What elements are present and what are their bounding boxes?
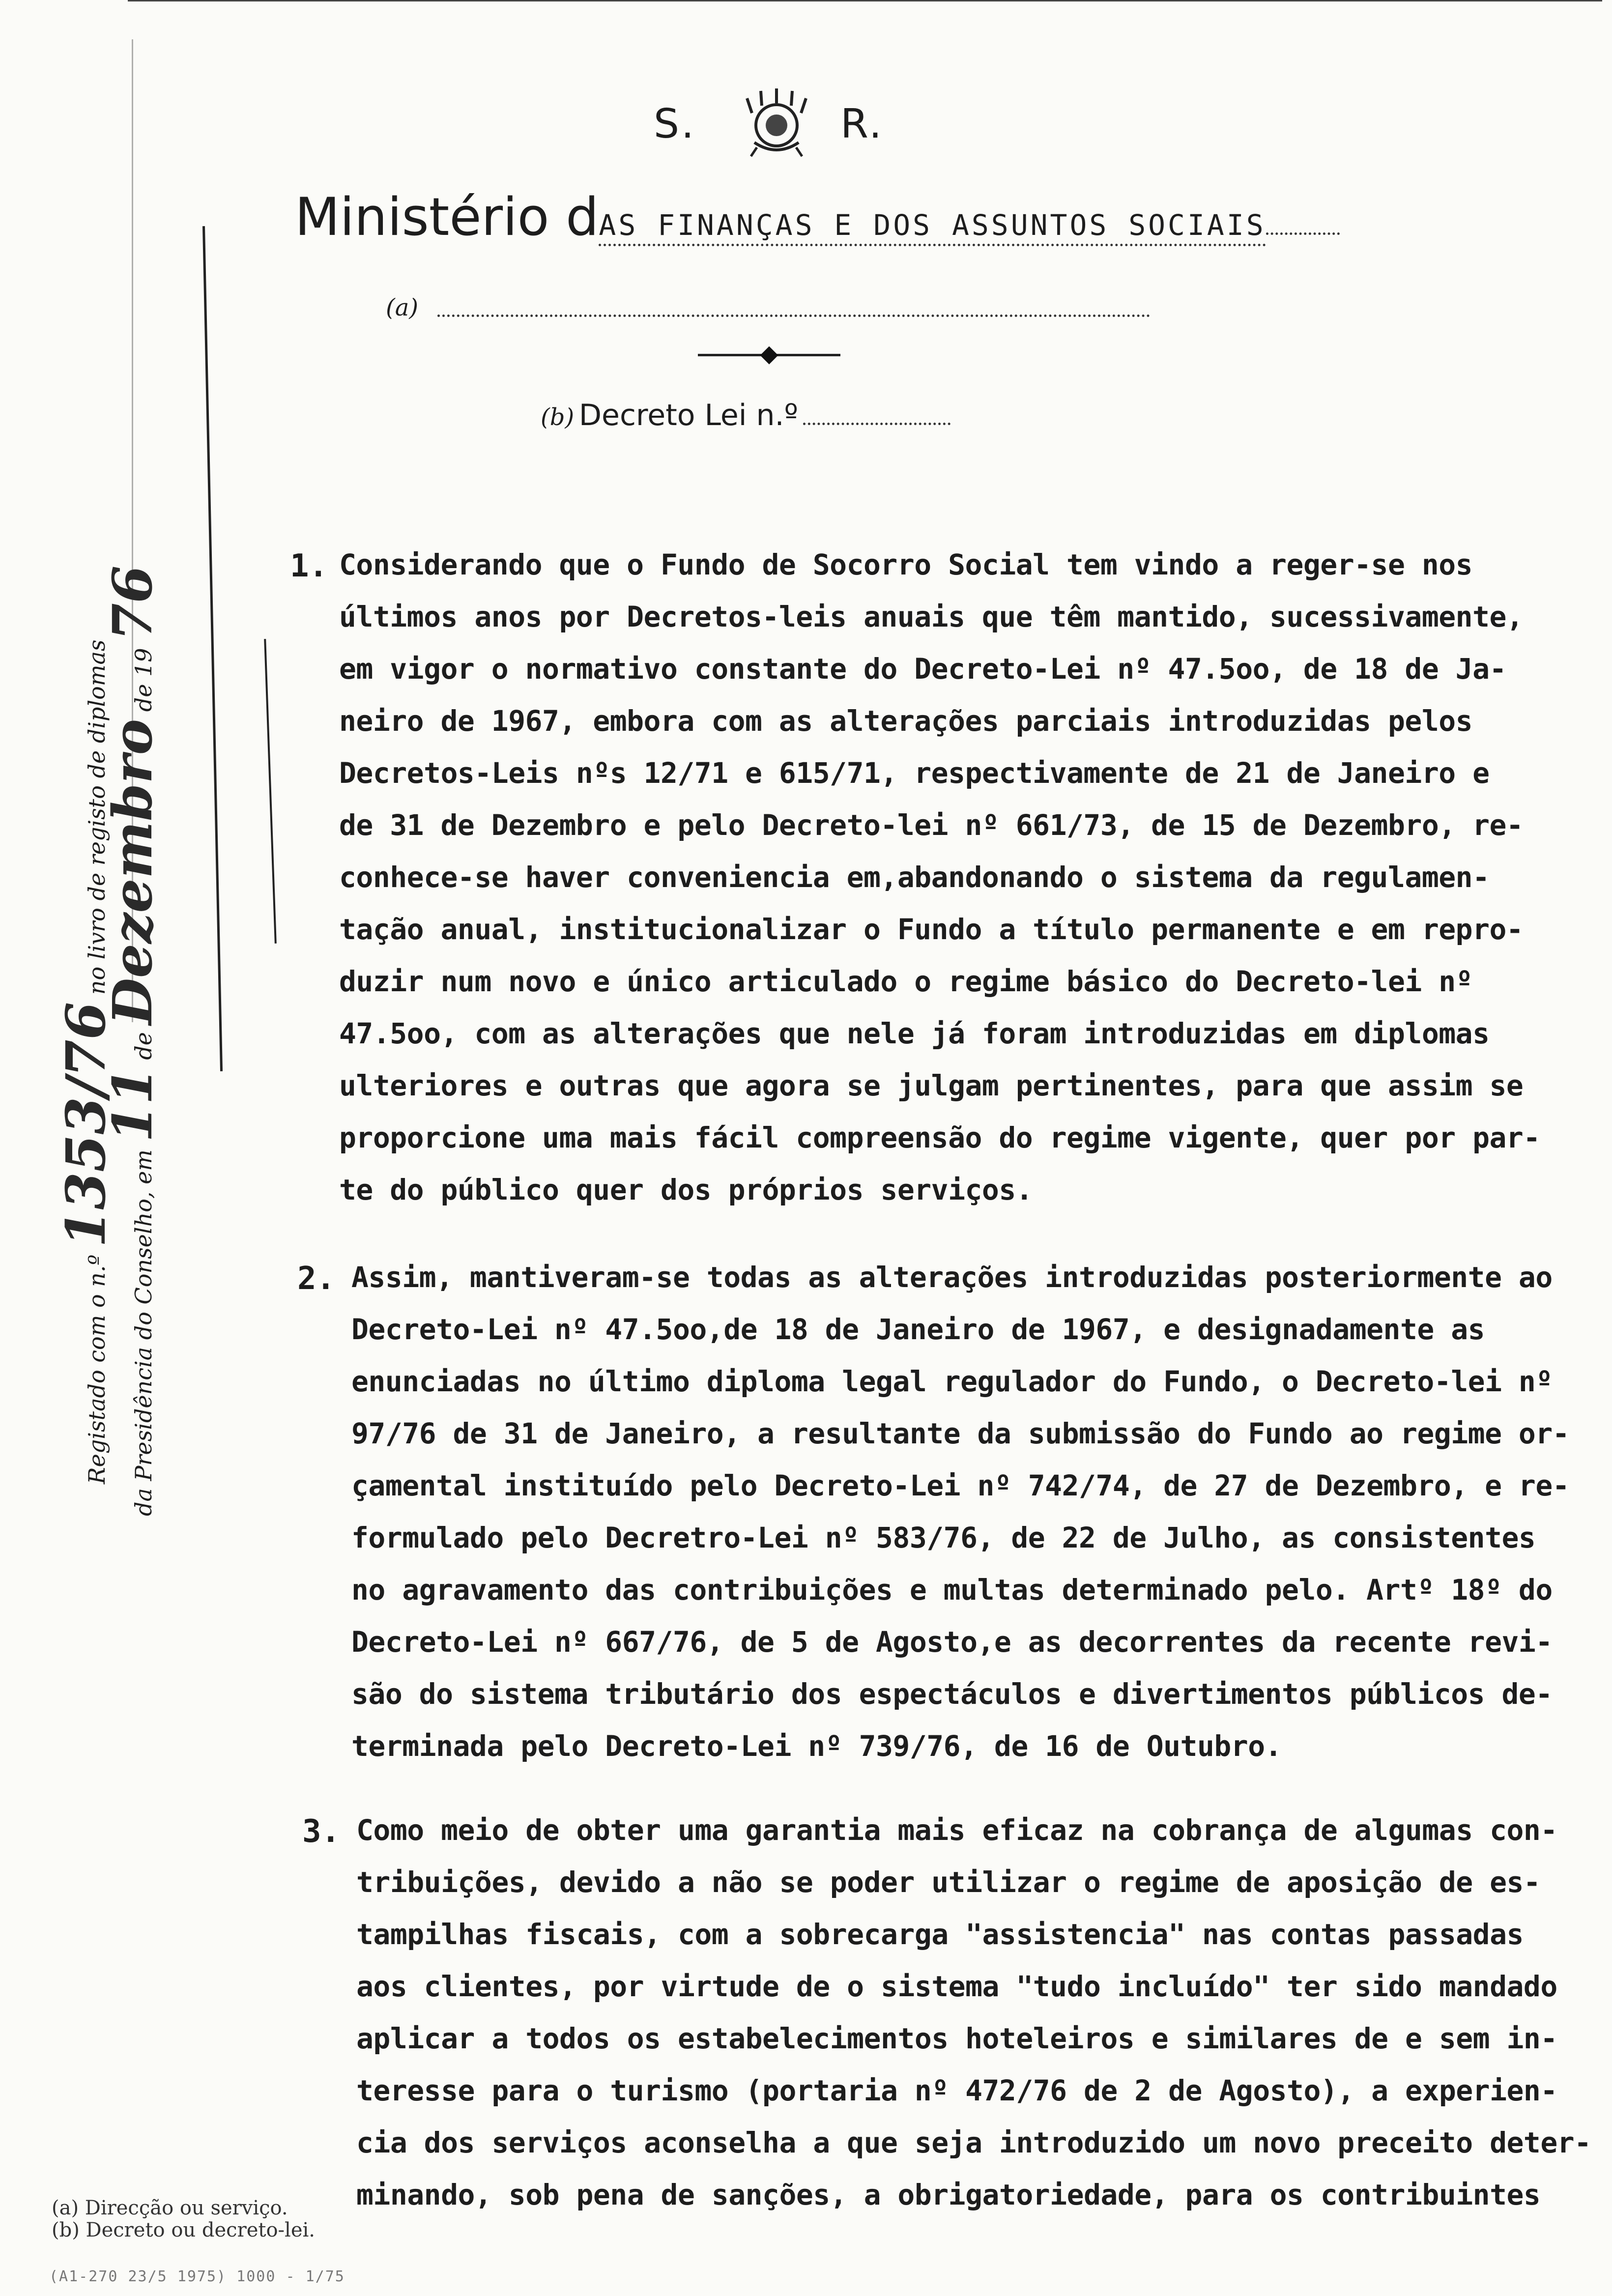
header-letter-s: S.	[654, 101, 696, 147]
paragraph-number: 1.	[290, 548, 328, 584]
text-line: no agravamento das contribuições e multas determinado pelo. Artº 18º do	[351, 1573, 1553, 1607]
text-line: aplicar a todos os estabelecimentos hoteleiros e similares de e sem in-	[356, 2022, 1557, 2055]
text-line: minando, sob pena de sanções, a obrigatoriedade, para os contribuintes	[356, 2178, 1541, 2211]
text-line: çamental instituído pelo Decreto-Lei nº 742/74, de 27 de Dezembro, e re-	[351, 1469, 1570, 1502]
margin-rule-lower	[264, 639, 277, 944]
margin-year-prefix: de 19	[130, 648, 157, 712]
header-letter-r: R.	[840, 101, 884, 147]
coat-of-arms-emblem	[737, 84, 816, 162]
text-line: tação anual, institucionalizar o Fundo a título permanente e em repro-	[339, 913, 1524, 946]
text-line: aos clientes, por virtude de o sistema "tudo incluído" ter sido mandado	[356, 1970, 1557, 2003]
text-line: Decretos-Leis nºs 12/71 e 615/71, respectivamente de 21 de Janeiro e	[339, 756, 1490, 790]
separator-diamond	[760, 346, 778, 365]
margin-registered-suffix: no livro de registo de diplomas	[84, 639, 110, 995]
handwritten-registration-number: 1353/76	[54, 1002, 117, 1248]
decree-label: Decreto Lei n.º	[578, 398, 798, 432]
document-header	[0, 0, 1612, 442]
margin-registered-prefix: Registado com o n.º	[84, 1254, 110, 1484]
form-code: (A1-270 23/5 1975) 1000 - 1/75	[49, 2268, 345, 2285]
paragraph-body	[339, 548, 1540, 1225]
decree-number-line	[541, 398, 950, 432]
text-line: 47.5oo, com as alterações que nele já foram introduzidas em diplomas	[339, 1017, 1490, 1050]
ministry-dotted-fill	[1266, 232, 1340, 235]
margin-de: de	[130, 1032, 157, 1060]
label-a: (a)	[386, 294, 419, 321]
field-a-line	[437, 315, 1150, 317]
text-line: conhece-se haver conveniencia em,abandonando o sistema da regulamen-	[339, 861, 1490, 894]
text-line: Decreto-Lei nº 667/76, de 5 de Agosto,e as decorrentes da recente revi-	[351, 1625, 1553, 1659]
handwritten-month: Dezembro	[101, 718, 164, 1025]
paragraph-body	[356, 1813, 1591, 2230]
text-line: terminada pelo Decreto-Lei nº 739/76, de 16 de Outubro.	[351, 1729, 1282, 1763]
text-line: te do público quer dos próprios serviços.	[339, 1173, 1033, 1206]
text-line: 97/76 de 31 de Janeiro, a resultante da submissão do Fundo ao regime or-	[351, 1417, 1570, 1450]
margin-presidency-prefix: da Presidência do Conselho, em	[130, 1149, 157, 1516]
text-line: teresse para o turismo (portaria nº 472/76 de 2 de Agosto), a experien-	[356, 2074, 1557, 2107]
handwritten-year: 76	[101, 565, 164, 641]
text-line: Como meio de obter uma garantia mais eficaz na cobrança de algumas con-	[356, 1813, 1557, 1847]
decree-number-field	[803, 423, 950, 425]
paragraph-body	[351, 1261, 1569, 1781]
text-line: duzir num novo e único articulado o regime básico do Decreto-lei nº	[339, 965, 1473, 998]
ministry-prefix: Ministério d	[295, 187, 599, 247]
paragraph-number: 2.	[297, 1261, 336, 1297]
text-line: são do sistema tributário dos espectáculos e divertimentos públicos de-	[351, 1677, 1553, 1711]
text-line: Considerando que o Fundo de Socorro Social tem vindo a reger-se nos	[339, 548, 1473, 581]
text-line: proporcione uma mais fácil compreensão do regime vigente, quer por par-	[339, 1121, 1540, 1154]
margin-registration-line-2	[101, 566, 164, 1516]
text-line: últimos anos por Decretos-leis anuais que têm mantido, sucessivamente,	[339, 600, 1524, 633]
text-line: formulado pelo Decretro-Lei nº 583/76, de 22 de Julho, as consistentes	[351, 1521, 1536, 1554]
paragraph-number: 3.	[302, 1813, 341, 1850]
text-line: tampilhas fiscais, com a sobrecarga "assistencia" nas contas passadas	[356, 1918, 1524, 1951]
text-line: neiro de 1967, embora com as alterações parciais introduzidas pelos	[339, 704, 1473, 738]
text-line: tribuições, devido a não se poder utilizar o regime de aposição de es-	[356, 1866, 1541, 1899]
handwritten-day: 11	[101, 1067, 164, 1143]
footnote-a: (a) Direcção ou serviço.	[52, 2197, 288, 2219]
text-line: Assim, mantiveram-se todas as alterações introduzidas posteriormente ao	[351, 1261, 1553, 1294]
text-line: ulteriores e outras que agora se julgam pertinentes, para que assim se	[339, 1069, 1524, 1102]
text-line: de 31 de Dezembro e pelo Decreto-lei nº 661/73, de 15 de Dezembro, re-	[339, 808, 1524, 842]
text-line: enunciadas no último diploma legal regulador do Fundo, o Decreto-lei nº	[351, 1365, 1553, 1398]
ministry-department: AS FINANÇAS E DOS ASSUNTOS SOCIAIS	[599, 208, 1266, 246]
text-line: Decreto-Lei nº 47.5oo,de 18 de Janeiro de 1967, e designadamente as	[351, 1313, 1485, 1346]
text-line: cia dos serviços aconselha a que seja introduzido um novo preceito deter-	[356, 2126, 1591, 2159]
footnote-b: (b) Decreto ou decreto-lei.	[52, 2219, 316, 2241]
label-b: (b)	[541, 403, 575, 431]
ministry-line	[295, 187, 1340, 247]
text-line: em vigor o normativo constante do Decreto-Lei nº 47.5oo, de 18 de Ja-	[339, 652, 1506, 686]
